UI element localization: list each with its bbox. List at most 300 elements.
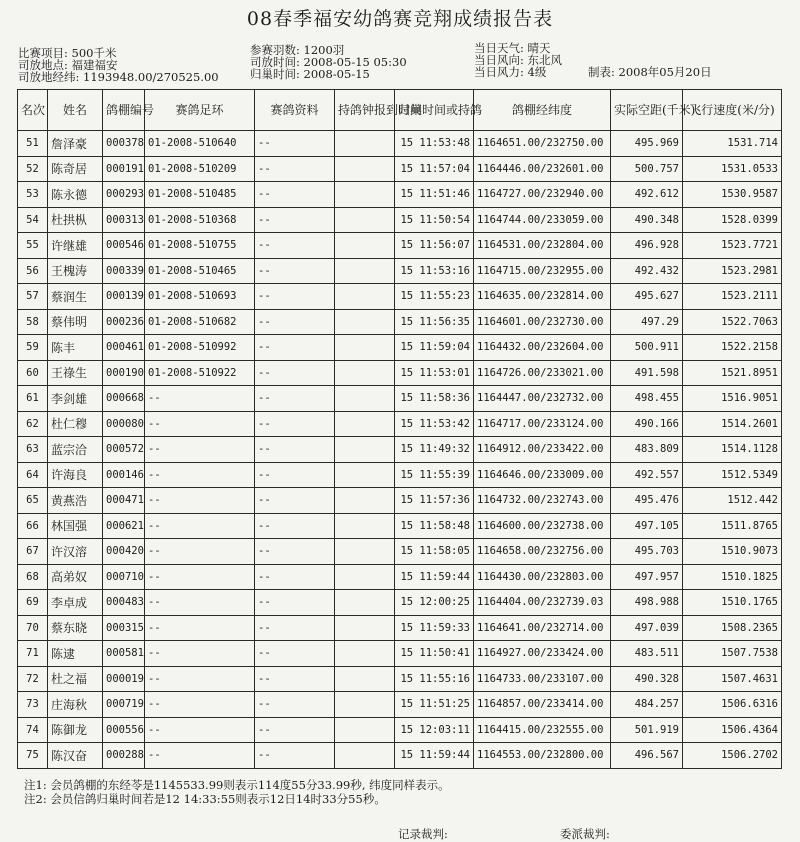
cell-loft-no: 000471 — [103, 488, 145, 514]
table-row — [18, 488, 782, 514]
cell-info: -- — [255, 743, 335, 769]
table-row — [18, 233, 782, 259]
cell-rank: 69 — [18, 590, 48, 616]
cell-info: -- — [255, 717, 335, 743]
cell-rank: 52 — [18, 156, 48, 182]
cell-distance: 496.567 — [611, 743, 683, 769]
cell-clock-time — [335, 437, 395, 463]
cell-loft-no: 000146 — [103, 462, 145, 488]
cell-ring: 01-2008-510682 — [145, 309, 255, 335]
cell-loft-no: 000339 — [103, 258, 145, 284]
cell-return-time: 15 11:49:32 — [395, 437, 474, 463]
cell-speed: 1510.9073 — [683, 539, 782, 565]
cell-return-time: 15 11:57:36 — [395, 488, 474, 514]
cell-coords: 1164912.00/233422.00 — [474, 437, 611, 463]
cell-loft-no: 000461 — [103, 335, 145, 361]
cell-distance: 495.476 — [611, 488, 683, 514]
cell-rank: 66 — [18, 513, 48, 539]
cell-distance: 498.455 — [611, 386, 683, 412]
cell-return-time: 15 11:51:25 — [395, 692, 474, 718]
cell-return-time: 15 11:58:48 — [395, 513, 474, 539]
cell-return-time: 15 11:50:41 — [395, 641, 474, 667]
cell-ring: 01-2008-510922 — [145, 360, 255, 386]
cell-rank: 70 — [18, 615, 48, 641]
cell-clock-time — [335, 615, 395, 641]
cell-speed: 1531.714 — [683, 131, 782, 157]
cell-speed: 1530.9587 — [683, 182, 782, 208]
cell-rank: 51 — [18, 131, 48, 157]
cell-return-time: 15 11:55:39 — [395, 462, 474, 488]
cell-return-time: 15 11:55:16 — [395, 666, 474, 692]
cell-clock-time — [335, 233, 395, 259]
cell-clock-time — [335, 590, 395, 616]
table-row — [18, 207, 782, 233]
cell-loft-no: 000236 — [103, 309, 145, 335]
cell-name: 李卓成 — [48, 590, 103, 616]
cell-ring: -- — [145, 692, 255, 718]
cell-clock-time — [335, 258, 395, 284]
cell-return-time: 15 11:55:23 — [395, 284, 474, 310]
cell-name: 黄燕浩 — [48, 488, 103, 514]
cell-coords: 1164658.00/232756.00 — [474, 539, 611, 565]
cell-name: 蔡润生 — [48, 284, 103, 310]
cell-info: -- — [255, 360, 335, 386]
cell-rank: 71 — [18, 641, 48, 667]
cell-coords: 1164651.00/232750.00 — [474, 131, 611, 157]
cell-info: -- — [255, 284, 335, 310]
cell-name: 陈逮 — [48, 641, 103, 667]
cell-distance: 501.919 — [611, 717, 683, 743]
report-title: 08春季福安幼鸽赛竞翔成绩报告表 — [246, 8, 554, 30]
cell-speed: 1511.8765 — [683, 513, 782, 539]
cell-coords: 1164927.00/233424.00 — [474, 641, 611, 667]
cell-speed: 1523.7721 — [683, 233, 782, 259]
cell-ring: 01-2008-510368 — [145, 207, 255, 233]
cell-ring: -- — [145, 641, 255, 667]
cell-loft-no: 000190 — [103, 360, 145, 386]
cell-name: 陈奇居 — [48, 156, 103, 182]
cell-speed: 1516.9051 — [683, 386, 782, 412]
cell-speed: 1508.2365 — [683, 615, 782, 641]
cell-info: -- — [255, 233, 335, 259]
cell-coords: 1164717.00/233124.00 — [474, 411, 611, 437]
cell-speed: 1522.2158 — [683, 335, 782, 361]
cell-info: -- — [255, 666, 335, 692]
cell-ring: -- — [145, 462, 255, 488]
cell-clock-time — [335, 156, 395, 182]
cell-loft-no: 000710 — [103, 564, 145, 590]
cell-info: -- — [255, 309, 335, 335]
cell-name: 陈汉奋 — [48, 743, 103, 769]
cell-loft-no: 000019 — [103, 666, 145, 692]
cell-name: 詹泽豪 — [48, 131, 103, 157]
cell-ring: -- — [145, 743, 255, 769]
cell-speed: 1523.2981 — [683, 258, 782, 284]
cell-clock-time — [335, 641, 395, 667]
cell-return-time: 15 11:59:33 — [395, 615, 474, 641]
cell-return-time: 15 11:50:54 — [395, 207, 474, 233]
table-row — [18, 590, 782, 616]
cell-ring: -- — [145, 666, 255, 692]
cell-coords: 1164726.00/233021.00 — [474, 360, 611, 386]
cell-info: -- — [255, 615, 335, 641]
return-time: 归巢时间: 2008-05-15 — [250, 67, 370, 81]
table-row — [18, 386, 782, 412]
cell-clock-time — [335, 207, 395, 233]
cell-clock-time — [335, 717, 395, 743]
table-row — [18, 717, 782, 743]
cell-speed: 1514.1128 — [683, 437, 782, 463]
cell-name: 王槐涛 — [48, 258, 103, 284]
table-row — [18, 743, 782, 769]
results-table — [17, 89, 782, 769]
cell-ring: -- — [145, 488, 255, 514]
cell-distance: 484.257 — [611, 692, 683, 718]
header-clock-time: 持鸽钟报到时间 — [335, 90, 395, 131]
cell-clock-time — [335, 386, 395, 412]
cell-return-time: 15 11:56:07 — [395, 233, 474, 259]
cell-clock-time — [335, 360, 395, 386]
cell-coords: 1164635.00/232814.00 — [474, 284, 611, 310]
cell-distance: 497.039 — [611, 615, 683, 641]
cell-name: 杜之福 — [48, 666, 103, 692]
header-distance: 实际空距(千米) — [611, 90, 683, 131]
cell-name: 许继雄 — [48, 233, 103, 259]
cell-speed: 1521.8951 — [683, 360, 782, 386]
cell-clock-time — [335, 411, 395, 437]
cell-name: 庄海秋 — [48, 692, 103, 718]
cell-distance: 492.432 — [611, 258, 683, 284]
table-row — [18, 437, 782, 463]
entries-count: 参赛羽数: 1200羽 — [250, 43, 345, 57]
cell-loft-no: 000420 — [103, 539, 145, 565]
cell-loft-no: 000139 — [103, 284, 145, 310]
cell-return-time: 15 11:53:48 — [395, 131, 474, 157]
cell-info: -- — [255, 207, 335, 233]
table-row — [18, 666, 782, 692]
weather: 当日天气: 晴天 — [474, 41, 551, 55]
cell-clock-time — [335, 131, 395, 157]
cell-coords: 1164715.00/232955.00 — [474, 258, 611, 284]
header-rank: 名次 — [18, 90, 48, 131]
cell-clock-time — [335, 488, 395, 514]
cell-distance: 491.598 — [611, 360, 683, 386]
cell-clock-time — [335, 539, 395, 565]
cell-name: 王祿生 — [48, 360, 103, 386]
cell-info: -- — [255, 564, 335, 590]
cell-loft-no: 000315 — [103, 615, 145, 641]
cell-info: -- — [255, 692, 335, 718]
cell-speed: 1506.2702 — [683, 743, 782, 769]
wind-direction: 当日风向: 东北风 — [474, 53, 563, 67]
table-row — [18, 156, 782, 182]
cell-speed: 1506.4364 — [683, 717, 782, 743]
cell-name: 陈永德 — [48, 182, 103, 208]
cell-ring: -- — [145, 539, 255, 565]
cell-clock-time — [335, 335, 395, 361]
cell-clock-time — [335, 284, 395, 310]
table-row — [18, 182, 782, 208]
cell-name: 杜拱枞 — [48, 207, 103, 233]
cell-coords: 1164744.00/233059.00 — [474, 207, 611, 233]
cell-coords: 1164727.00/232940.00 — [474, 182, 611, 208]
cell-name: 林国强 — [48, 513, 103, 539]
cell-return-time: 15 11:59:44 — [395, 743, 474, 769]
cell-distance: 500.757 — [611, 156, 683, 182]
cell-clock-time — [335, 564, 395, 590]
cell-ring: -- — [145, 411, 255, 437]
cell-coords: 1164646.00/233009.00 — [474, 462, 611, 488]
cell-rank: 75 — [18, 743, 48, 769]
cell-rank: 72 — [18, 666, 48, 692]
cell-ring: -- — [145, 564, 255, 590]
cell-ring: 01-2008-510485 — [145, 182, 255, 208]
cell-loft-no: 000288 — [103, 743, 145, 769]
cell-distance: 495.627 — [611, 284, 683, 310]
cell-name: 杜仁穆 — [48, 411, 103, 437]
cell-ring: -- — [145, 386, 255, 412]
cell-distance: 490.328 — [611, 666, 683, 692]
header-loft-no: 鸽棚编号 — [103, 90, 145, 131]
cell-name: 陈丰 — [48, 335, 103, 361]
cell-distance: 500.911 — [611, 335, 683, 361]
cell-loft-no: 000313 — [103, 207, 145, 233]
cell-info: -- — [255, 156, 335, 182]
cell-rank: 55 — [18, 233, 48, 259]
cell-clock-time — [335, 743, 395, 769]
table-row — [18, 539, 782, 565]
cell-name: 蔡伟明 — [48, 309, 103, 335]
cell-info: -- — [255, 258, 335, 284]
cell-coords: 1164600.00/232738.00 — [474, 513, 611, 539]
cell-distance: 498.988 — [611, 590, 683, 616]
cell-distance: 492.557 — [611, 462, 683, 488]
cell-loft-no: 000572 — [103, 437, 145, 463]
cell-loft-no: 000581 — [103, 641, 145, 667]
cell-loft-no: 000546 — [103, 233, 145, 259]
cell-distance: 497.105 — [611, 513, 683, 539]
cell-rank: 74 — [18, 717, 48, 743]
cell-return-time: 15 11:57:04 — [395, 156, 474, 182]
cell-ring: 01-2008-510209 — [145, 156, 255, 182]
cell-coords: 1164531.00/232804.00 — [474, 233, 611, 259]
cell-ring: -- — [145, 615, 255, 641]
cell-return-time: 15 11:53:16 — [395, 258, 474, 284]
table-row — [18, 309, 782, 335]
cell-rank: 68 — [18, 564, 48, 590]
cell-clock-time — [335, 666, 395, 692]
release-place: 司放地点: 福建福安 — [18, 58, 118, 72]
table-row — [18, 692, 782, 718]
table-row — [18, 284, 782, 310]
cell-distance: 483.511 — [611, 641, 683, 667]
cell-distance: 495.969 — [611, 131, 683, 157]
cell-rank: 64 — [18, 462, 48, 488]
cell-distance: 490.166 — [611, 411, 683, 437]
table-row — [18, 411, 782, 437]
cell-rank: 62 — [18, 411, 48, 437]
cell-info: -- — [255, 462, 335, 488]
cell-speed: 1528.0399 — [683, 207, 782, 233]
cell-info: -- — [255, 411, 335, 437]
cell-speed: 1507.4631 — [683, 666, 782, 692]
cell-coords: 1164404.00/232739.03 — [474, 590, 611, 616]
cell-info: -- — [255, 590, 335, 616]
cell-rank: 63 — [18, 437, 48, 463]
record-referee: 记录裁判: — [398, 827, 448, 841]
notes — [24, 778, 450, 806]
header-info: 赛鸽资料 — [255, 90, 335, 131]
cell-coords: 1164553.00/232800.00 — [474, 743, 611, 769]
cell-return-time: 15 12:03:11 — [395, 717, 474, 743]
cell-ring: 01-2008-510465 — [145, 258, 255, 284]
cell-ring: 01-2008-510755 — [145, 233, 255, 259]
cell-ring: -- — [145, 717, 255, 743]
cell-return-time: 15 11:56:35 — [395, 309, 474, 335]
cell-clock-time — [335, 309, 395, 335]
cell-info: -- — [255, 182, 335, 208]
cell-coords: 1164601.00/232730.00 — [474, 309, 611, 335]
cell-ring: 01-2008-510693 — [145, 284, 255, 310]
cell-distance: 495.703 — [611, 539, 683, 565]
cell-info: -- — [255, 386, 335, 412]
header-name: 姓名 — [48, 90, 103, 131]
table-row — [18, 462, 782, 488]
table-row — [18, 335, 782, 361]
cell-rank: 73 — [18, 692, 48, 718]
cell-ring: 01-2008-510992 — [145, 335, 255, 361]
cell-coords: 1164415.00/232555.00 — [474, 717, 611, 743]
cell-info: -- — [255, 513, 335, 539]
wind-force: 当日风力: 4级 — [474, 65, 547, 79]
table-row — [18, 360, 782, 386]
cell-clock-time — [335, 513, 395, 539]
cell-distance: 483.809 — [611, 437, 683, 463]
cell-ring: -- — [145, 437, 255, 463]
dispatch-referee: 委派裁判: — [560, 827, 610, 841]
cell-speed: 1514.2601 — [683, 411, 782, 437]
table-row — [18, 641, 782, 667]
note-1: 注1: 会员鸽棚的东经苓是1145533.99则表示114度55分33.99秒, 纬度同样表示。 — [24, 778, 450, 792]
header-coords: 鸽棚经纬度 — [474, 90, 611, 131]
cell-info: -- — [255, 488, 335, 514]
cell-return-time: 15 11:51:46 — [395, 182, 474, 208]
cell-distance: 492.612 — [611, 182, 683, 208]
cell-info: -- — [255, 437, 335, 463]
cell-speed: 1531.0533 — [683, 156, 782, 182]
cell-info: -- — [255, 539, 335, 565]
cell-return-time: 15 11:53:42 — [395, 411, 474, 437]
cell-speed: 1512.5349 — [683, 462, 782, 488]
cell-loft-no: 000191 — [103, 156, 145, 182]
cell-return-time: 15 11:59:04 — [395, 335, 474, 361]
cell-rank: 65 — [18, 488, 48, 514]
cell-loft-no: 000556 — [103, 717, 145, 743]
cell-name: 高弟奴 — [48, 564, 103, 590]
cell-rank: 60 — [18, 360, 48, 386]
cell-ring: 01-2008-510640 — [145, 131, 255, 157]
header-row — [18, 90, 782, 131]
cell-coords: 1164733.00/233107.00 — [474, 666, 611, 692]
results-body — [18, 131, 782, 769]
cell-coords: 1164446.00/232601.00 — [474, 156, 611, 182]
cell-return-time: 15 11:59:44 — [395, 564, 474, 590]
cell-speed: 1510.1765 — [683, 590, 782, 616]
cell-speed: 1523.2111 — [683, 284, 782, 310]
cell-distance: 490.348 — [611, 207, 683, 233]
cell-distance: 497.29 — [611, 309, 683, 335]
cell-coords: 1164432.00/232604.00 — [474, 335, 611, 361]
cell-return-time: 15 11:58:05 — [395, 539, 474, 565]
cell-clock-time — [335, 692, 395, 718]
cell-rank: 61 — [18, 386, 48, 412]
cell-loft-no: 000378 — [103, 131, 145, 157]
table-row — [18, 615, 782, 641]
cell-name: 李剑雄 — [48, 386, 103, 412]
header-speed: 飞行速度(米/分) — [683, 90, 782, 131]
cell-distance: 497.957 — [611, 564, 683, 590]
cell-speed: 1522.7063 — [683, 309, 782, 335]
cell-loft-no: 000621 — [103, 513, 145, 539]
cell-rank: 59 — [18, 335, 48, 361]
table-row — [18, 258, 782, 284]
table-row — [18, 131, 782, 157]
cell-speed: 1512.442 — [683, 488, 782, 514]
cell-speed: 1507.7538 — [683, 641, 782, 667]
cell-return-time: 15 11:53:01 — [395, 360, 474, 386]
header-ring: 赛鸽足环 — [145, 90, 255, 131]
cell-coords: 1164641.00/232714.00 — [474, 615, 611, 641]
cell-coords: 1164732.00/232743.00 — [474, 488, 611, 514]
cell-name: 蔡东晓 — [48, 615, 103, 641]
cell-rank: 54 — [18, 207, 48, 233]
cell-info: -- — [255, 641, 335, 667]
cell-speed: 1510.1825 — [683, 564, 782, 590]
cell-loft-no: 000719 — [103, 692, 145, 718]
cell-name: 蓝宗洽 — [48, 437, 103, 463]
made-date: 制表: 2008年05月20日 — [588, 65, 712, 79]
note-2: 注2: 会员信鸽归巢时间若是12 14:33:55则表示12日14时33分55秒。 — [24, 792, 386, 806]
header-return-time: 归巢时间或持鸽 — [395, 90, 474, 131]
cell-clock-time — [335, 182, 395, 208]
cell-return-time: 15 12:00:25 — [395, 590, 474, 616]
cell-name: 陈御龙 — [48, 717, 103, 743]
table-row — [18, 564, 782, 590]
cell-coords: 1164857.00/233414.00 — [474, 692, 611, 718]
cell-distance: 496.928 — [611, 233, 683, 259]
cell-ring: -- — [145, 590, 255, 616]
cell-loft-no: 000293 — [103, 182, 145, 208]
race-item: 比赛项目: 500千米 — [18, 46, 117, 60]
cell-rank: 57 — [18, 284, 48, 310]
cell-loft-no: 000483 — [103, 590, 145, 616]
cell-rank: 58 — [18, 309, 48, 335]
cell-return-time: 15 11:58:36 — [395, 386, 474, 412]
cell-rank: 67 — [18, 539, 48, 565]
cell-speed: 1506.6316 — [683, 692, 782, 718]
cell-name: 许汉溶 — [48, 539, 103, 565]
cell-rank: 56 — [18, 258, 48, 284]
cell-clock-time — [335, 462, 395, 488]
table-row — [18, 513, 782, 539]
cell-loft-no: 000668 — [103, 386, 145, 412]
cell-loft-no: 000080 — [103, 411, 145, 437]
release-time: 司放时间: 2008-05-15 05:30 — [250, 55, 407, 69]
cell-ring: -- — [145, 513, 255, 539]
cell-info: -- — [255, 335, 335, 361]
cell-name: 许海良 — [48, 462, 103, 488]
cell-info: -- — [255, 131, 335, 157]
